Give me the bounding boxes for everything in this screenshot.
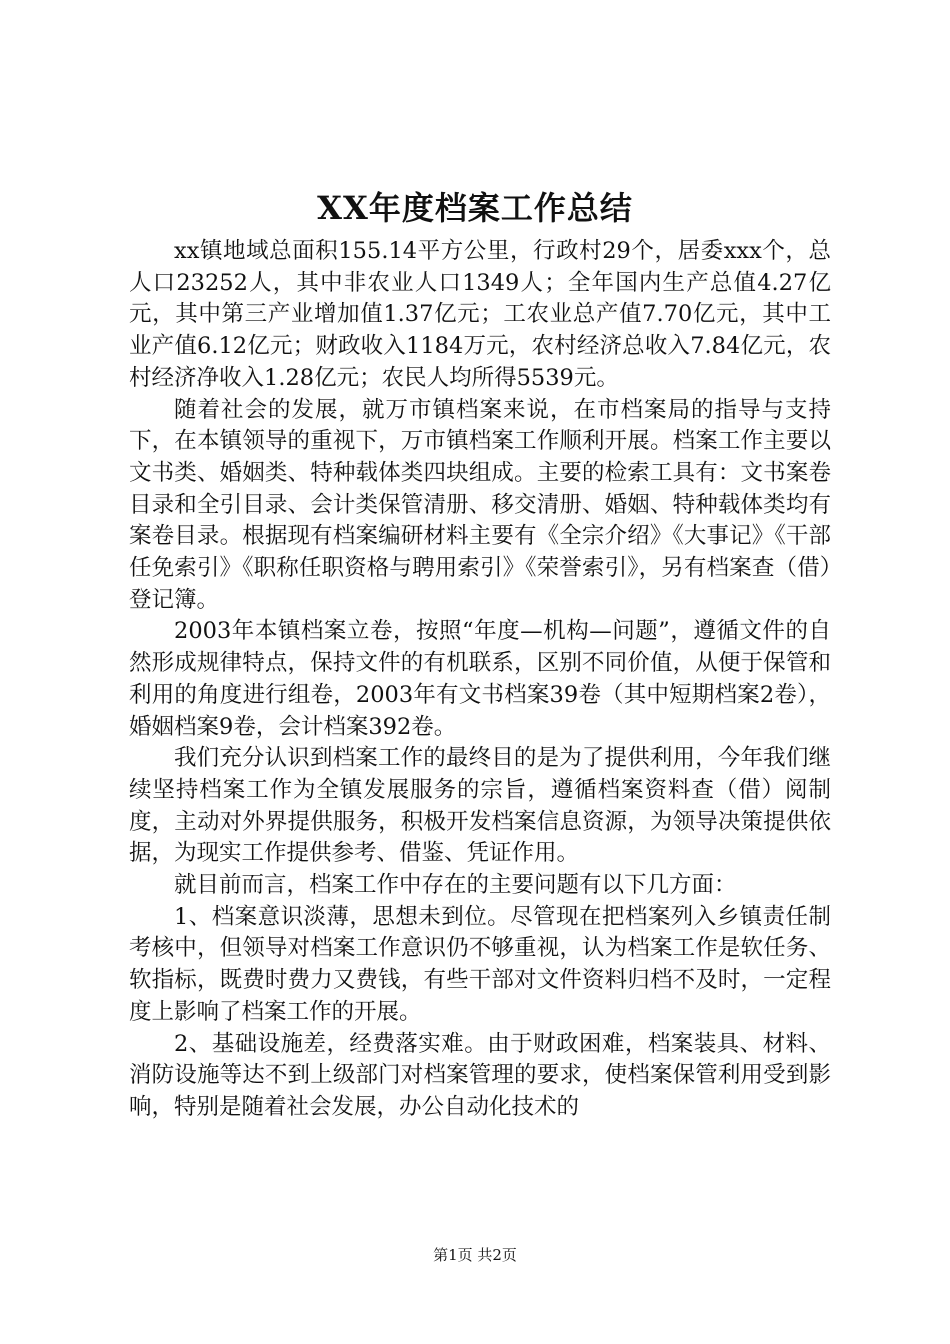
document-title: XX年度档案工作总结 [317, 189, 633, 227]
paragraph-problem-2: 2、基础设施差，经费落实难。由于财政困难，档案装具、材料、消防设施等达不到上级部门对档案管理的要求，使档案保管利用受到影响，特别是随着社会发展，办公自动化技术的 [129, 1030, 831, 1120]
paragraph-archive-status: 随着社会的发展，就万市镇档案来说，在市档案局的指导与支持下，在本镇领导的重视下，万市镇档案工作顺利开展。档案工作主要以文书类、婚姻类、特种载体类四块组成。主要的检索工具有：文书案卷目录和全引目录、会计类保管清册、移交清册、婚姻、特种载体类均有案卷目录。根据现有档案编研材料主要有《全宗介绍》《大事记》《干部任免索引》《职称任职资格与聘用索引》《荣誉索引》，另有档案查（借）登记簿。 [129, 396, 831, 613]
page-footer: 第1页 共2页 [433, 1246, 517, 1264]
paragraph-problem-1: 1、档案意识淡薄，思想未到位。尽管现在把档案列入乡镇责任制考核中，但领导对档案工作意识仍不够重视，认为档案工作是软任务、软指标，既费时费力又费钱，有些干部对文件资料归档不及时，一定程度上影响了档案工作的开展。 [129, 903, 831, 1025]
paragraph-overview: xx镇地域总面积155.14平方公里，行政村29个，居委xxx个，总人口23252人，其中非农业人口1349人；全年国内生产总值4.27亿元，其中第三产业增加值1.37亿元；工农业总产值7.70亿元，其中工业产值6.12亿元；财政收入1184万元，农村经济总收入7.84亿元，农村经济净收入1.28亿元；农民人均所得5539元。 [129, 238, 831, 391]
document-body [129, 236, 831, 1124]
paragraph-filing-2003: 2003年本镇档案立卷，按照“年度—机构—问题”，遵循文件的自然形成规律特点，保持文件的有机联系，区别不同价值，从便于保管和利用的角度进行组卷，2003年有文书档案39卷（其中短期档案2卷），婚姻档案9卷，会计档案392卷。 [129, 618, 831, 740]
paragraph-utilization: 我们充分认识到档案工作的最终目的是为了提供利用，今年我们继续坚持档案工作为全镇发展服务的宗旨，遵循档案资料查（借）阅制度，主动对外界提供服务，积极开发档案信息资源，为领导决策提供依据，为现实工作提供参考、借鉴、凭证作用。 [129, 745, 831, 867]
paragraph-problems-intro: 就目前而言，档案工作中存在的主要问题有以下几方面： [174, 872, 737, 899]
